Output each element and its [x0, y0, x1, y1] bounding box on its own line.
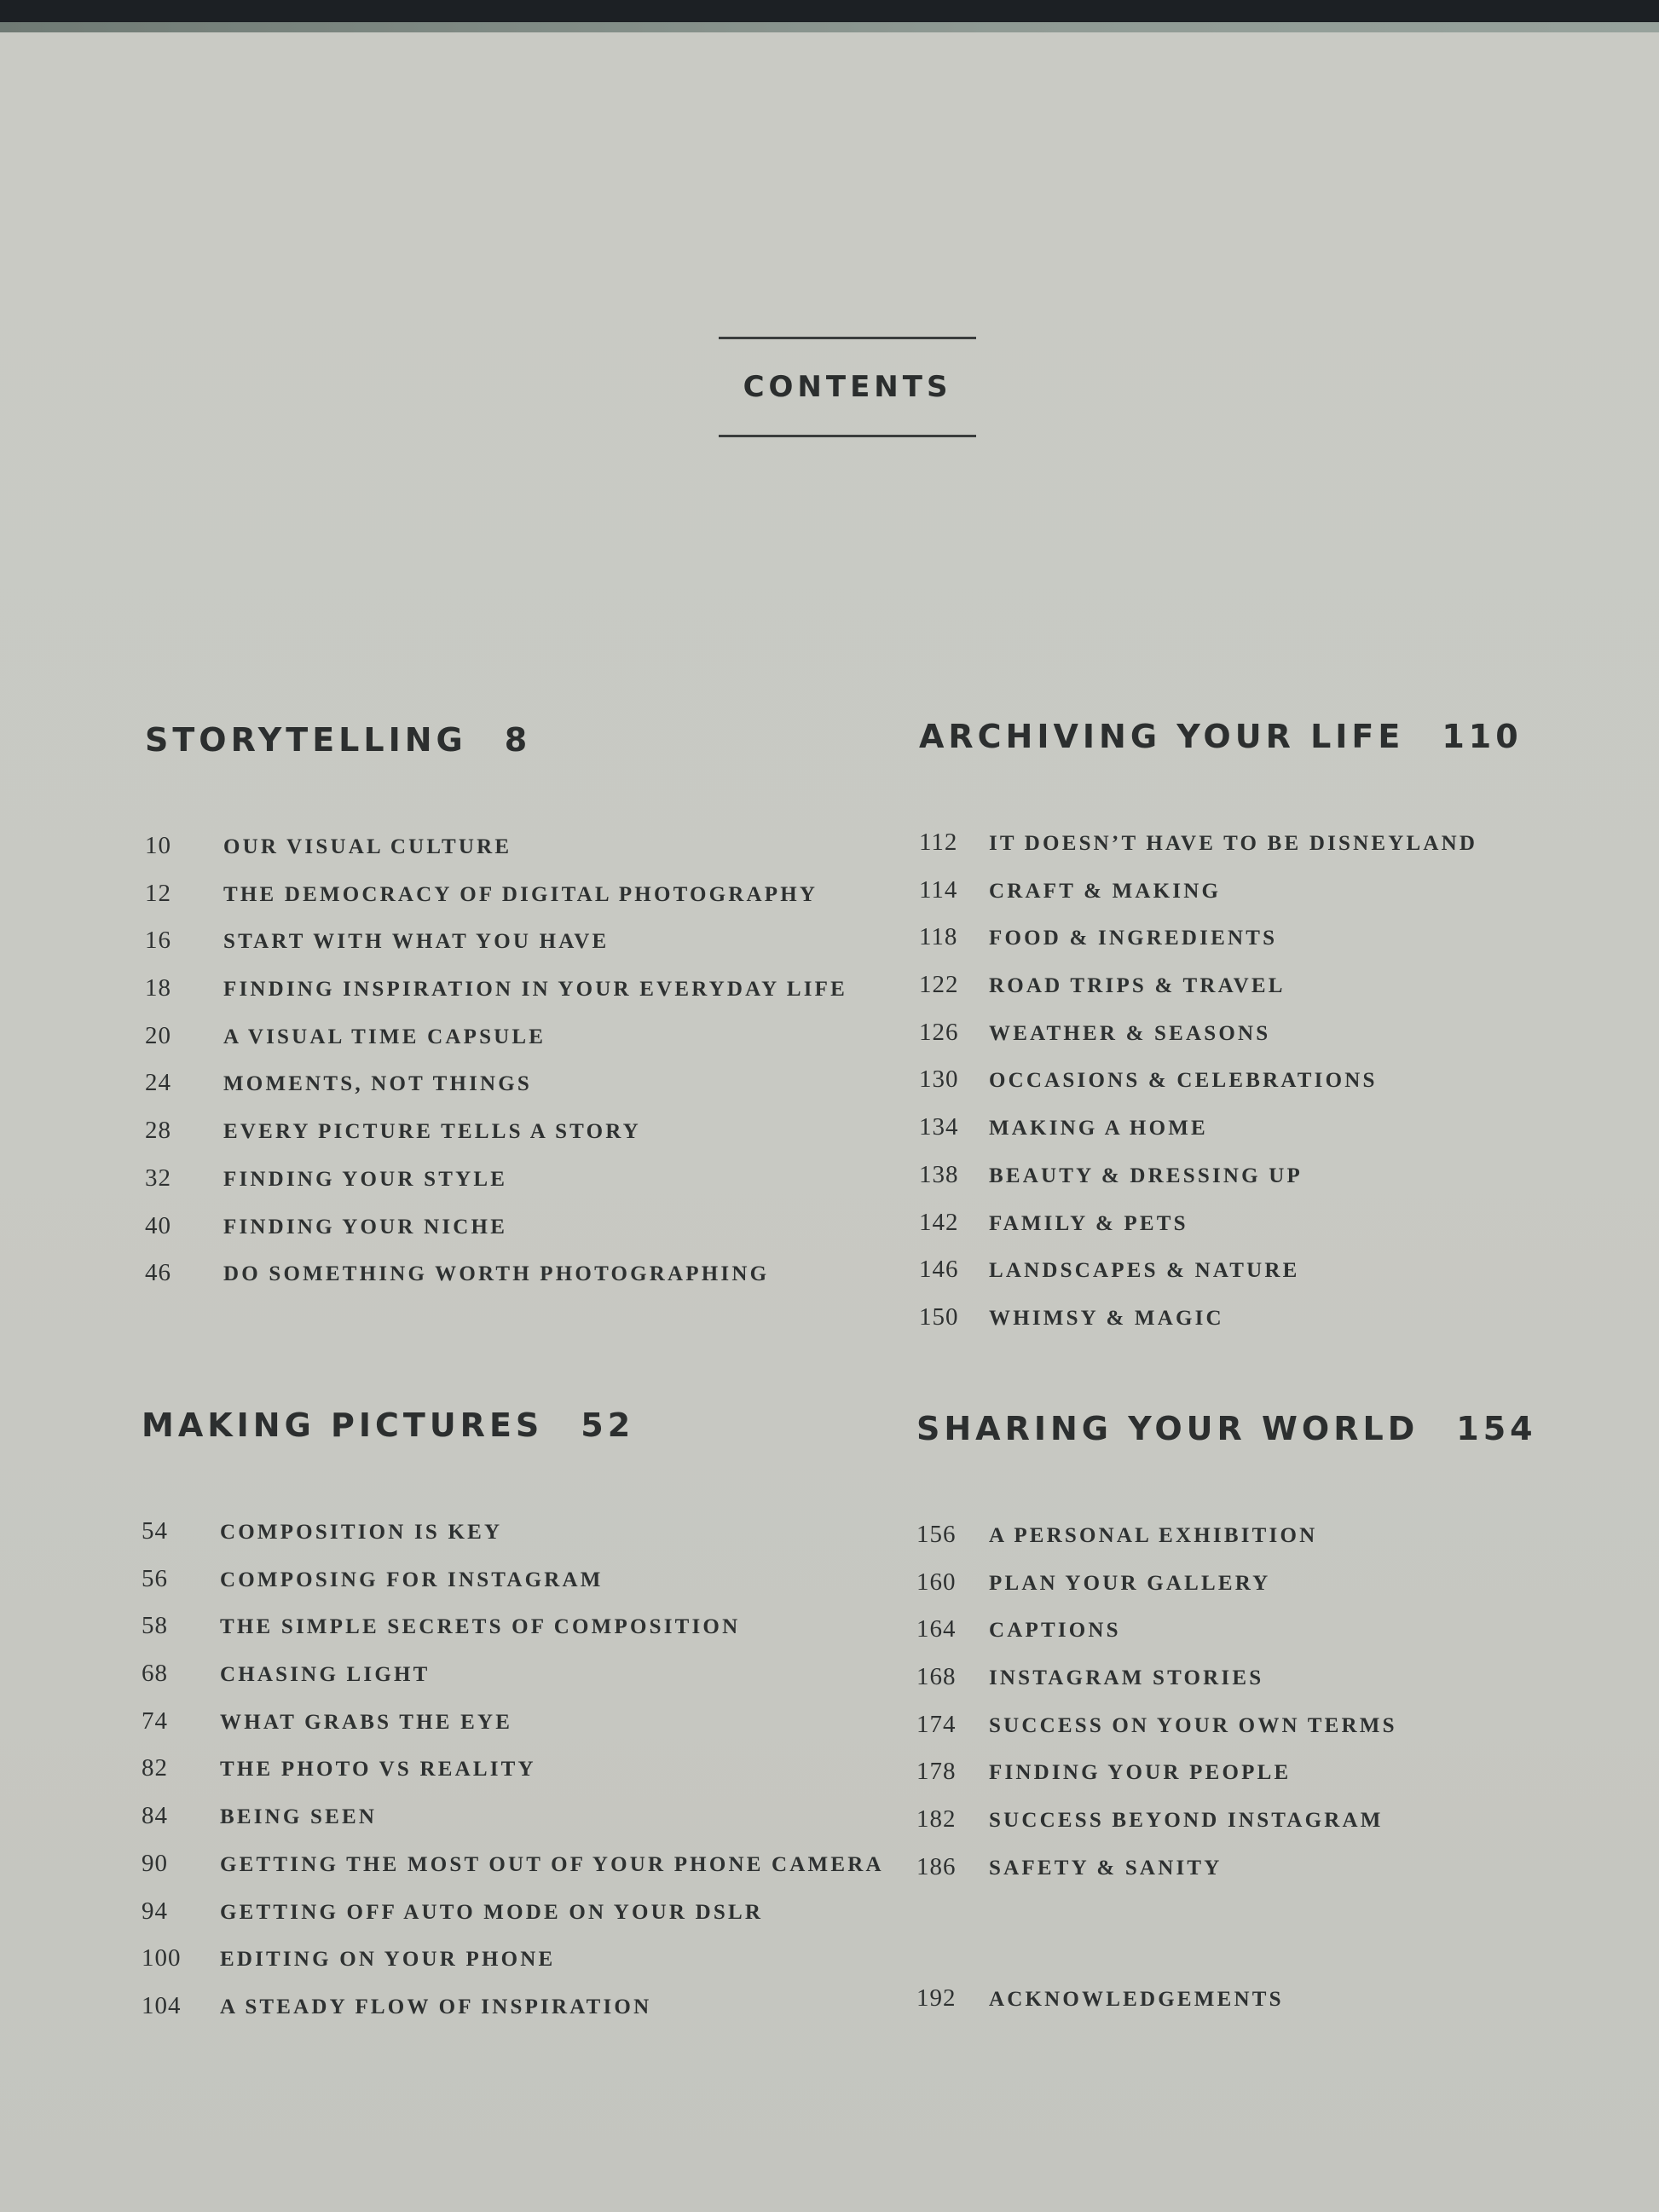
- toc-entry: [142, 1660, 884, 1707]
- toc-entry: [142, 1897, 884, 1945]
- toc-entry: [145, 1022, 847, 1070]
- entry-title: COMPOSING FOR INSTAGRAM: [220, 1568, 604, 1591]
- entry-page: 74: [142, 1707, 168, 1735]
- section-heading: [916, 1403, 1537, 1454]
- entry-title: CRAFT & MAKING: [989, 879, 1222, 903]
- entry-title: COMPOSITION IS KEY: [220, 1521, 503, 1544]
- entry-title: CHASING LIGHT: [220, 1663, 431, 1687]
- toc-entry: [142, 1992, 884, 2040]
- entry-title: IT DOESN’T HAVE TO BE DISNEYLAND: [989, 832, 1478, 855]
- entry-page: 134: [919, 1113, 959, 1141]
- entry-title: MAKING A HOME: [989, 1117, 1208, 1141]
- toc-entry: [919, 1256, 1523, 1303]
- contents-title: CONTENTS: [743, 370, 952, 404]
- entry-page: 114: [919, 875, 958, 904]
- entry-title: LANDSCAPES & NATURE: [989, 1259, 1300, 1283]
- entry-title: FINDING YOUR NICHE: [223, 1215, 508, 1239]
- entry-page: 174: [916, 1710, 957, 1738]
- entry-page: 130: [919, 1066, 959, 1094]
- entry-page: 104: [142, 1991, 182, 2019]
- toc-entry: [145, 927, 847, 974]
- entry-title: GETTING THE MOST OUT OF YOUR PHONE CAMERA: [220, 1852, 884, 1876]
- entry-title: FINDING YOUR STYLE: [223, 1167, 508, 1191]
- toc-entry: [142, 1802, 884, 1850]
- entry-page: 84: [142, 1802, 168, 1830]
- section-making-pictures: [142, 1400, 884, 2040]
- entry-title: BEING SEEN: [220, 1805, 378, 1829]
- toc-entry: [145, 832, 847, 880]
- section-page: 110: [1442, 718, 1523, 755]
- toc-entry: [145, 1117, 847, 1164]
- toc-entry: [916, 1615, 1537, 1663]
- entry-page: 146: [919, 1256, 959, 1284]
- entry-page: 46: [145, 1259, 171, 1287]
- entry-page: 68: [142, 1660, 168, 1688]
- toc-entry: [916, 1853, 1537, 1901]
- toc-entry: [142, 1754, 884, 1802]
- title-rule-bottom: [719, 435, 976, 437]
- entry-title: FINDING INSPIRATION IN YOUR EVERYDAY LIFE: [223, 978, 848, 1002]
- toc-entry: [919, 1019, 1523, 1066]
- entry-page: 156: [916, 1521, 957, 1548]
- entry-page: 54: [142, 1517, 168, 1545]
- entry-title: MOMENTS, NOT THINGS: [223, 1072, 533, 1096]
- entry-page: 40: [145, 1211, 171, 1239]
- entry-page: 94: [142, 1897, 168, 1925]
- entry-title: INSTAGRAM STORIES: [989, 1666, 1264, 1690]
- entry-title: EVERY PICTURE TELLS A STORY: [223, 1120, 641, 1144]
- toc-entry: [919, 971, 1523, 1019]
- toc-entry: [916, 1805, 1537, 1853]
- toc-entry: [142, 1850, 884, 1897]
- entry-title: THE SIMPLE SECRETS OF COMPOSITION: [220, 1615, 741, 1639]
- section-storytelling: [145, 714, 847, 1307]
- toc-entry: [145, 1259, 847, 1307]
- entry-page: 100: [142, 1944, 182, 1972]
- entry-page: 32: [145, 1164, 171, 1192]
- toc-entry: [919, 1113, 1523, 1161]
- entry-title: FINDING YOUR PEOPLE: [989, 1761, 1292, 1785]
- entry-page: 142: [919, 1208, 959, 1236]
- toc-entry: [142, 1517, 884, 1565]
- entry-page: 192: [916, 1984, 957, 2012]
- entry-title: ROAD TRIPS & TRAVEL: [989, 974, 1286, 998]
- entry-page: 168: [916, 1663, 957, 1691]
- entry-page: 56: [142, 1564, 168, 1592]
- entry-title: FAMILY & PETS: [989, 1211, 1188, 1235]
- entry-title: A VISUAL TIME CAPSULE: [223, 1025, 546, 1048]
- toc-entry: [916, 1758, 1537, 1805]
- entry-title: THE DEMOCRACY OF DIGITAL PHOTOGRAPHY: [223, 882, 818, 906]
- section-heading: [919, 711, 1523, 762]
- entry-page: 178: [916, 1758, 957, 1786]
- toc-entry: [145, 880, 847, 927]
- entry-title: START WITH WHAT YOU HAVE: [223, 930, 610, 954]
- entry-title: PLAN YOUR GALLERY: [989, 1571, 1271, 1595]
- acknowledgements-entry: [916, 1984, 1284, 2032]
- toc-entry: [145, 974, 847, 1022]
- entry-page: 164: [916, 1615, 957, 1643]
- entry-page: 20: [145, 1021, 171, 1049]
- section-heading: [142, 1400, 884, 1451]
- entry-page: 126: [919, 1018, 959, 1046]
- entry-list: [919, 829, 1523, 1351]
- toc-entry: [916, 1984, 1284, 2032]
- entry-title: SUCCESS BEYOND INSTAGRAM: [989, 1809, 1384, 1833]
- entry-title: THE PHOTO VS REALITY: [220, 1758, 536, 1782]
- entry-title: BEAUTY & DRESSING UP: [989, 1164, 1303, 1187]
- toc-entry: [919, 876, 1523, 924]
- toc-entry: [919, 829, 1523, 876]
- entry-page: 18: [145, 974, 171, 1002]
- entry-page: 82: [142, 1754, 168, 1782]
- entry-page: 12: [145, 879, 171, 907]
- section-page: 52: [581, 1406, 635, 1444]
- entry-title: A STEADY FLOW OF INSPIRATION: [220, 1995, 652, 2019]
- entry-title: A PERSONAL EXHIBITION: [989, 1524, 1318, 1547]
- toc-entry: [919, 923, 1523, 971]
- entry-page: 16: [145, 927, 171, 955]
- entry-page: 186: [916, 1852, 957, 1880]
- toc-entry: [916, 1568, 1537, 1616]
- entry-list: [145, 832, 847, 1307]
- section-heading: [145, 714, 847, 765]
- entry-title: CAPTIONS: [989, 1619, 1121, 1643]
- toc-entry: [919, 1161, 1523, 1209]
- section-title: ARCHIVING YOUR LIFE: [919, 718, 1405, 755]
- toc-entry: [919, 1303, 1523, 1351]
- entry-title: WHAT GRABS THE EYE: [220, 1710, 513, 1734]
- toc-entry: [916, 1711, 1537, 1759]
- entry-title: OUR VISUAL CULTURE: [223, 835, 512, 858]
- entry-page: 90: [142, 1849, 168, 1877]
- section-title: SHARING YOUR WORLD: [916, 1410, 1419, 1447]
- toc-entry: [142, 1944, 884, 1992]
- entry-page: 138: [919, 1160, 959, 1188]
- entry-page: 28: [145, 1117, 171, 1145]
- section-sharing: [916, 1403, 1537, 1901]
- toc-entry: [142, 1612, 884, 1660]
- entry-page: 150: [919, 1302, 959, 1331]
- toc-entry: [145, 1164, 847, 1212]
- entry-page: 10: [145, 832, 171, 859]
- entry-page: 58: [142, 1612, 168, 1640]
- toc-entry: [916, 1663, 1537, 1711]
- contents-header: [719, 337, 976, 437]
- entry-page: 160: [916, 1568, 957, 1596]
- entry-title: DO SOMETHING WORTH PHOTOGRAPHING: [223, 1262, 770, 1286]
- entry-page: 182: [916, 1805, 957, 1834]
- section-title: MAKING PICTURES: [142, 1406, 544, 1444]
- entry-title: EDITING ON YOUR PHONE: [220, 1948, 556, 1972]
- toc-entry: [145, 1069, 847, 1117]
- entry-title: WEATHER & SEASONS: [989, 1021, 1271, 1045]
- section-page: 154: [1456, 1410, 1537, 1447]
- entry-title: SUCCESS ON YOUR OWN TERMS: [989, 1713, 1397, 1737]
- entry-title: WHIMSY & MAGIC: [989, 1306, 1224, 1330]
- entry-list: [916, 1521, 1537, 1901]
- entry-title: OCCASIONS & CELEBRATIONS: [989, 1069, 1378, 1093]
- toc-entry: [142, 1565, 884, 1613]
- entry-list: [142, 1517, 884, 2040]
- section-archiving: [919, 711, 1523, 1351]
- entry-title: FOOD & INGREDIENTS: [989, 927, 1278, 950]
- toc-entry: [145, 1212, 847, 1260]
- toc-entry: [142, 1707, 884, 1755]
- toc-entry: [919, 1209, 1523, 1256]
- entry-page: 122: [919, 971, 959, 999]
- entry-title: SAFETY & SANITY: [989, 1856, 1223, 1880]
- entry-title: ACKNOWLEDGEMENTS: [989, 1988, 1284, 2011]
- entry-title: GETTING OFF AUTO MODE ON YOUR DSLR: [220, 1900, 764, 1924]
- entry-page: 24: [145, 1069, 171, 1097]
- toc-entry: [919, 1066, 1523, 1113]
- entry-page: 118: [919, 923, 958, 951]
- entry-page: 112: [919, 829, 958, 856]
- toc-entry: [916, 1521, 1537, 1568]
- section-page: 8: [504, 721, 532, 759]
- section-title: STORYTELLING: [145, 721, 467, 759]
